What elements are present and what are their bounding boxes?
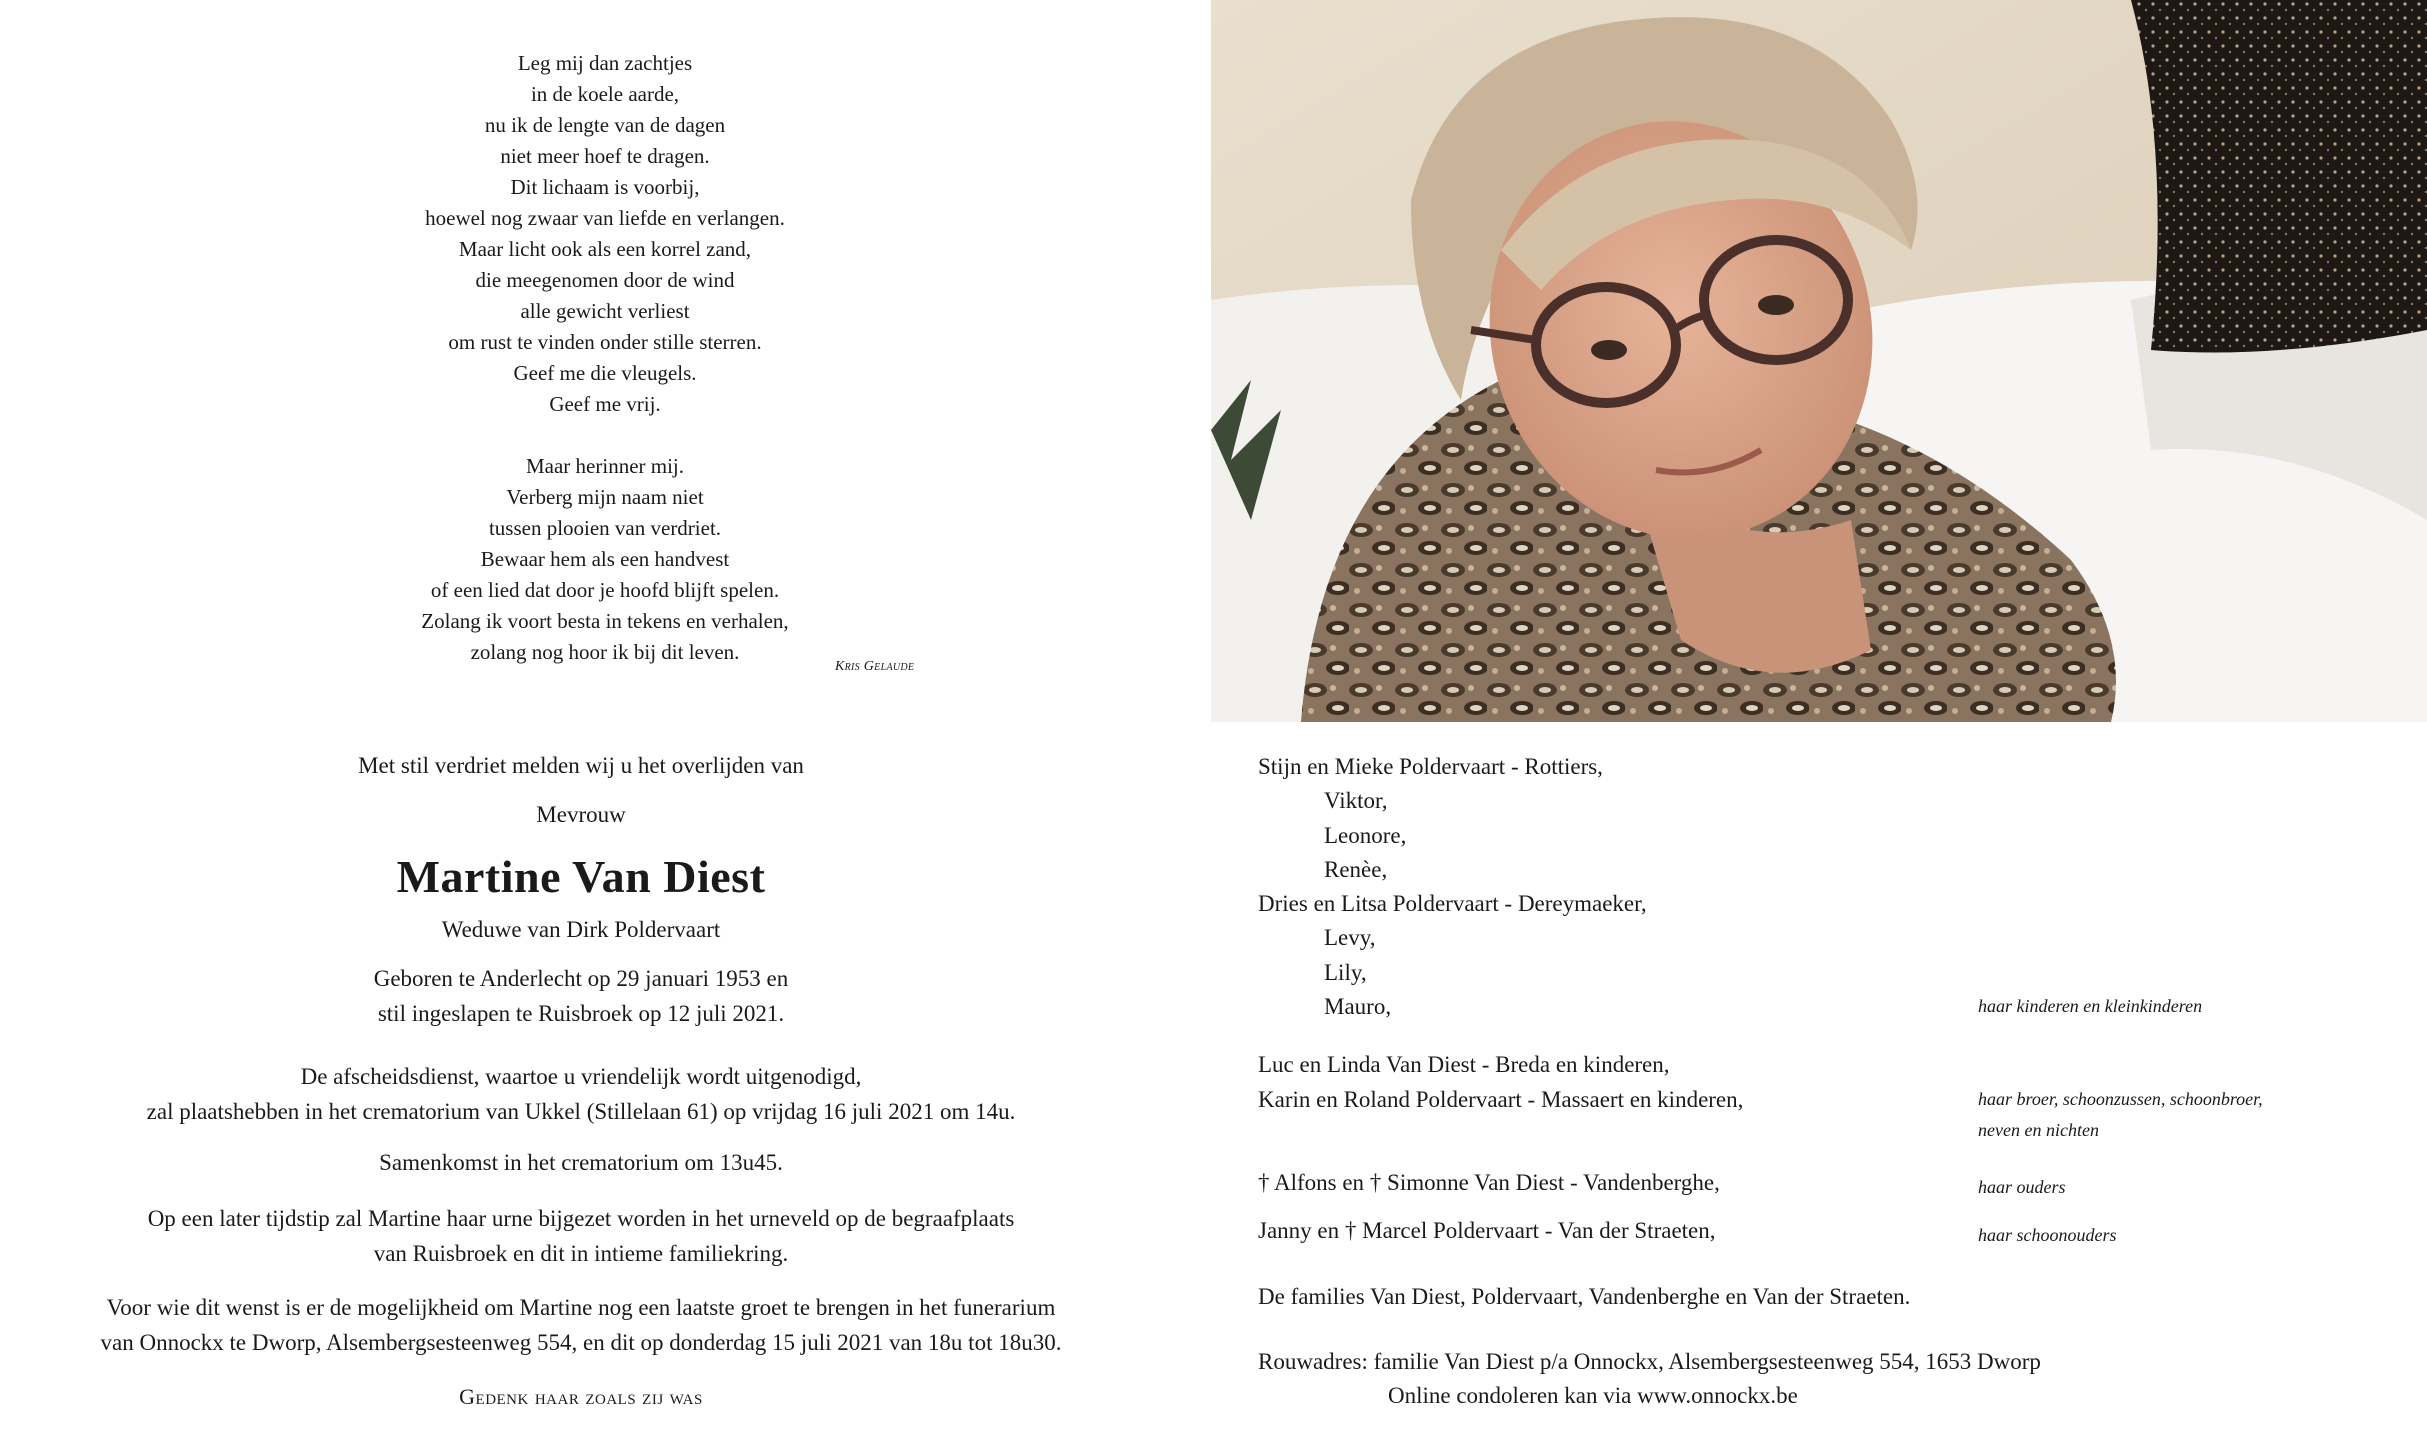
poem-line: Bewaar hem als een handvest (480, 547, 730, 571)
siblings-relation (1978, 1084, 2263, 1146)
poem-line: of een lied dat door je hoofd blijft spelen. (430, 578, 780, 602)
portrait-photo (1211, 0, 2427, 722)
family-member-line: Mauro, (1324, 994, 1392, 1020)
urn-line-2: van Ruisbroek en dit in intieme familiekring. (373, 1241, 789, 1266)
children-list (1258, 750, 1647, 1024)
poem-line: om rust te vinden onder stille sterren. (448, 330, 762, 354)
urn-block (0, 1201, 1162, 1271)
family-member-line: Renèe, (1324, 856, 1388, 882)
poem-line: in de koele aarde, (530, 82, 680, 106)
closing-motto: Gedenk haar zoals zij was (459, 1384, 703, 1409)
service-block (0, 1059, 1162, 1129)
family-member-line: Stijn en Mieke Poldervaart - Rottiers, (1258, 754, 1603, 779)
sibling-line-1: Luc en Linda Van Diest - Breda en kinderen, (1258, 1052, 1670, 1077)
poem-line: zolang nog hoor ik bij dit leven. (470, 640, 740, 664)
visit-block (0, 1290, 1162, 1360)
poem-line: Geef me vrij. (549, 392, 661, 416)
service-line-1: De afscheidsdienst, waartoe u vriendelijk wordt uitgenodigd, (300, 1064, 862, 1089)
service-line-2: zal plaatshebben in het crematorium van Ukkel (Stillelaan 61) op vrijdag 16 juli 2021 om 14u. (146, 1099, 1016, 1124)
mourning-address: Rouwadres: familie Van Diest p/a Onnockx, Alsembergsesteenweg 554, 1653 Dworp (1258, 1349, 2041, 1374)
parents-relation: haar ouders (1978, 1177, 2066, 1197)
family-member-line: Viktor, (1324, 788, 1388, 814)
visit-line-2: van Onnockx te Dworp, Alsembergsesteenweg 554, en dit op donderdag 15 juli 2021 van 18u tot 18u30. (100, 1330, 1062, 1355)
poem-line: Maar herinner mij. (525, 454, 685, 478)
poem-line: Maar licht ook als een korrel zand, (458, 237, 752, 261)
poem-author: Kris Gelaude (835, 659, 915, 674)
poem-line: niet meer hoef te dragen. (500, 144, 710, 168)
poem-line: hoewel nog zwaar van liefde en verlangen. (425, 206, 785, 230)
siblings-relation-line-1: haar broer, schoonzussen, schoonbroer, (1978, 1089, 2263, 1109)
sibling-line-2: Karin en Roland Poldervaart - Massaert en kinderen, (1258, 1087, 1744, 1112)
siblings-relation-line-2: neven en nichten (1978, 1120, 2099, 1140)
families-line: De families Van Diest, Poldervaart, Vandenberghe en Van der Straeten. (1258, 1284, 1911, 1309)
portrait-photo-icon (1211, 0, 2427, 722)
siblings-list (1258, 1047, 1743, 1117)
visit-line-1: Voor wie dit wenst is er de mogelijkheid om Martine nog een laatste groet te brengen in het funerarium (106, 1295, 1056, 1320)
urn-line-1: Op een later tijdstip zal Martine haar urne bijgezet worden in het urneveld op de begraafplaats (147, 1206, 1015, 1231)
poem-line: nu ik de lengte van de dagen (484, 113, 726, 137)
poem-line: Zolang ik voort besta in tekens en verhalen, (421, 609, 789, 633)
deceased-name: Martine Van Diest (396, 851, 766, 902)
poem-line: Verberg mijn naam niet (506, 485, 704, 509)
family-member-line: Levy, (1324, 925, 1376, 951)
children-relation: haar kinderen en kleinkinderen (1978, 996, 2203, 1016)
parents-line: † Alfons en † Simonne Van Diest - Vandenberghe, (1258, 1170, 1720, 1195)
in-laws-relation: haar schoonouders (1978, 1225, 2117, 1245)
poem-line: Leg mij dan zachtjes (517, 51, 693, 75)
poem-line: Geef me die vleugels. (513, 361, 697, 385)
poem-stanza-2 (300, 451, 910, 668)
family-member-line: Lily, (1324, 959, 1367, 985)
poem-line: Dit lichaam is voorbij, (510, 175, 700, 199)
poem-stanza-1 (300, 48, 910, 420)
family-member-line: Dries en Litsa Poldervaart - Dereymaeker, (1258, 891, 1647, 917)
gathering-line: Samenkomst in het crematorium om 13u45. (379, 1150, 783, 1175)
announcement-intro: Met stil verdriet melden wij u het overlijden van (358, 753, 804, 778)
birth-line: Geboren te Anderlecht op 29 januari 1953 en (373, 966, 789, 991)
poem (300, 48, 910, 668)
in-laws-line: Janny en † Marcel Poldervaart - Van der Straeten, (1258, 1218, 1716, 1243)
death-line: stil ingeslapen te Ruisbroek op 12 juli 2021. (377, 1001, 785, 1026)
birth-death-block (0, 961, 1162, 1031)
family-member-line: Leonore, (1324, 822, 1407, 848)
salutation: Mevrouw (536, 802, 626, 827)
poem-line: die meegenomen door de wind (475, 268, 735, 292)
poem-line: tussen plooien van verdriet. (488, 516, 722, 540)
poem-line: alle gewicht verliest (520, 299, 690, 323)
widow-of: Weduwe van Dirk Poldervaart (441, 917, 721, 942)
online-condolence: Online condoleren kan via www.onnockx.be (1388, 1383, 1798, 1408)
